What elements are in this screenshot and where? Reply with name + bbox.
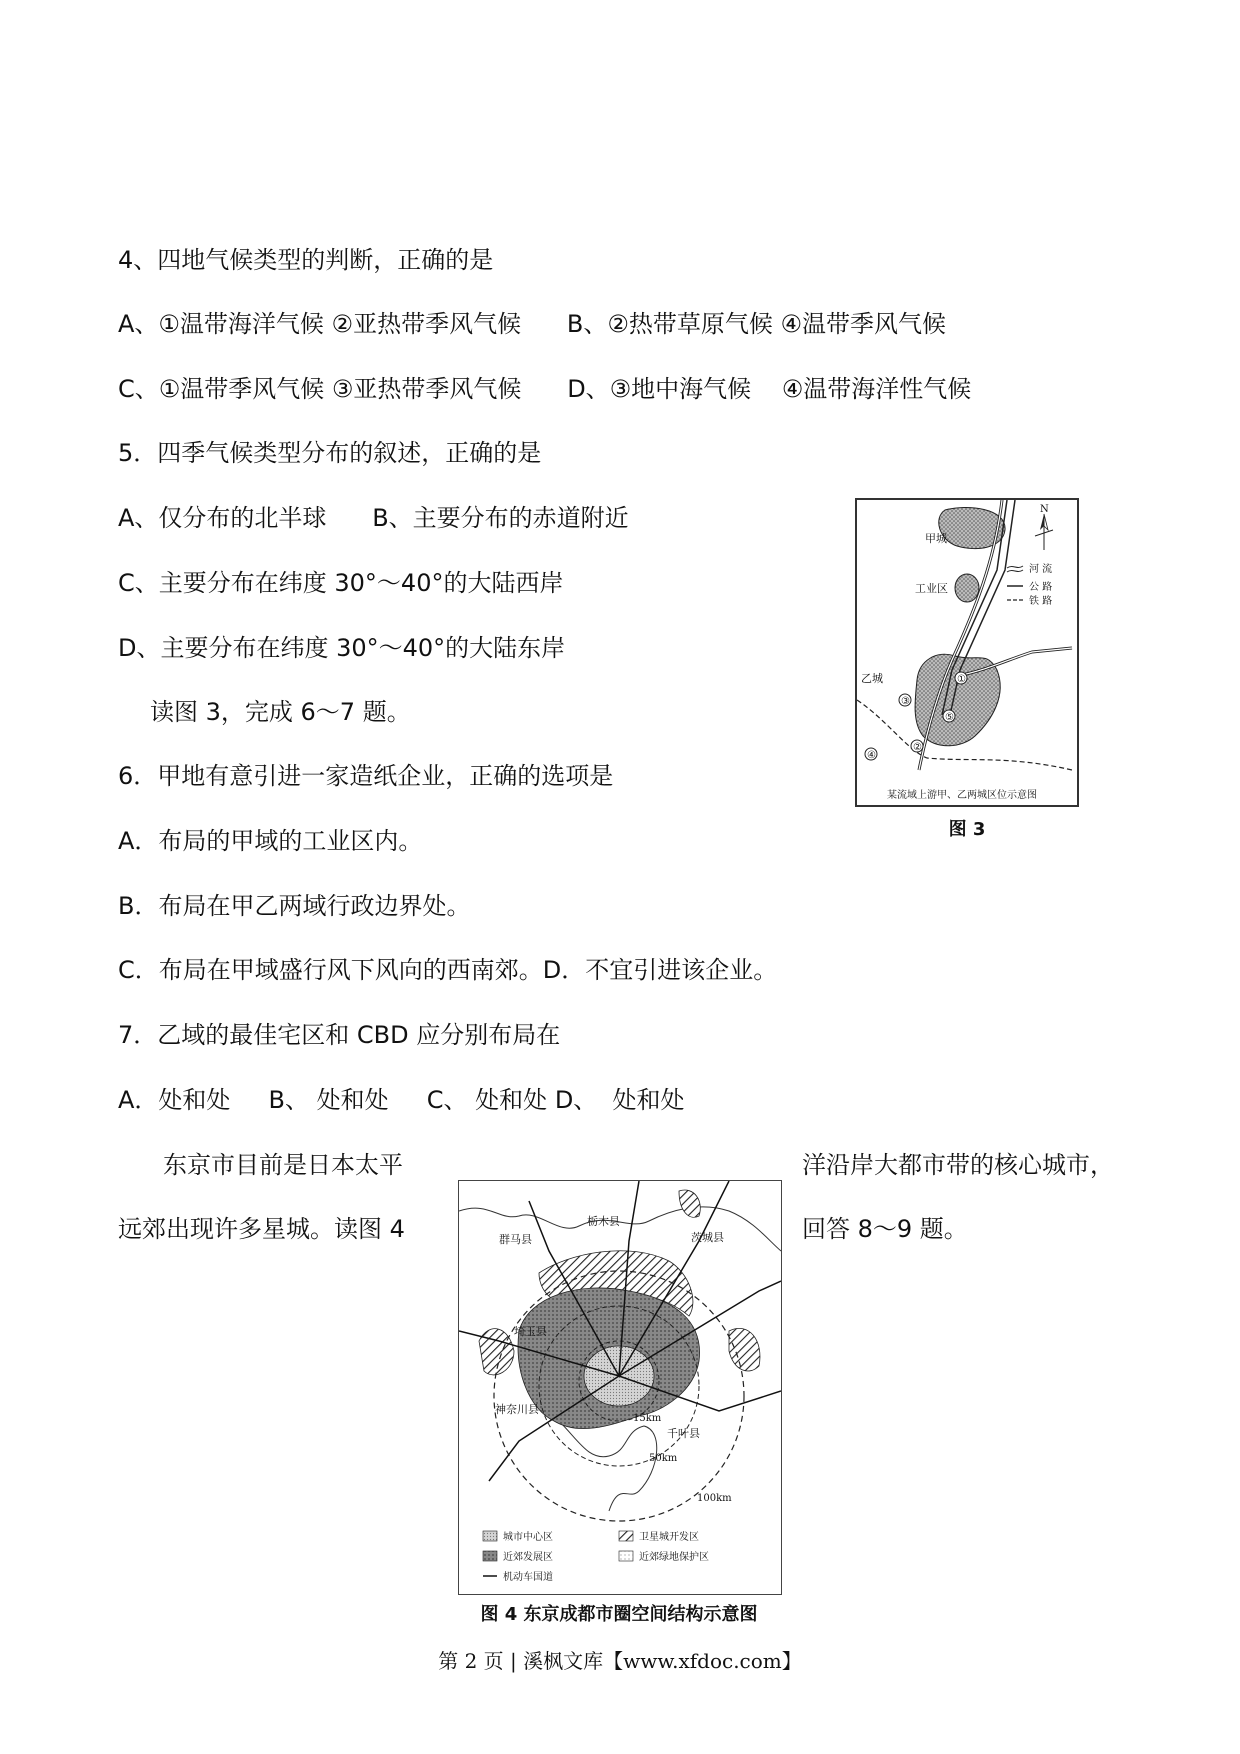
- legend-roads: 机动车国道: [503, 1572, 553, 1583]
- paragraph-left-2: 远郊出现许多星城。读图 4: [118, 1215, 405, 1243]
- q6-stem: 6．甲地有意引进一家造纸企业，正确的选项是: [118, 762, 614, 790]
- label-jia-city: 甲城: [925, 532, 947, 545]
- label-kanagawa: 神奈川县: [495, 1403, 539, 1416]
- label-50km: 50km: [649, 1453, 678, 1464]
- marker-2: ②: [913, 742, 922, 753]
- label-100km: 100km: [697, 1493, 732, 1504]
- figure-3-caption: 图 3: [948, 819, 986, 840]
- label-tochigi: 栃木县: [587, 1215, 620, 1228]
- q5-stem: 5．四季气候类型分布的叙述，正确的是: [118, 439, 542, 467]
- paragraph-right-2: 回答 8～9 题。: [802, 1215, 968, 1243]
- north-label: N: [1040, 504, 1049, 515]
- bay-coast: [559, 1421, 657, 1511]
- label-15km: 15km: [633, 1413, 662, 1424]
- q6-option-a: A．布局的甲域的工业区内。: [118, 827, 423, 855]
- q5-option-c: C、主要分布在纬度 30°～40°的大陆西岸: [118, 569, 564, 597]
- label-chiba: 千叶县: [667, 1427, 700, 1440]
- marker-4: ④: [867, 750, 876, 761]
- label-industrial: 工业区: [915, 582, 948, 595]
- figure-3-svg: [857, 500, 1077, 805]
- legend-highway: 公 路: [1029, 582, 1053, 593]
- figure-3-map: [855, 498, 1079, 807]
- q7-stem: 7．乙域的最佳宅区和 CBD 应分别布局在: [118, 1021, 561, 1049]
- q5-option-d: D、主要分布在纬度 30°～40°的大陆东岸: [118, 634, 566, 662]
- legend-railway: 铁 路: [1029, 596, 1053, 607]
- marker-1: ①: [957, 674, 966, 685]
- q6-options-cd: C．布局在甲域盛行风下风向的西南郊。D．不宜引进该企业。: [118, 956, 778, 984]
- label-gunma: 群马县: [499, 1233, 532, 1246]
- label-saitama: 埼玉县: [514, 1325, 547, 1338]
- paragraph-right-1: 洋沿岸大都市带的核心城市，: [802, 1151, 1114, 1179]
- q4-options-ab: A、①温带海洋气候 ②亚热带季风气候 B、②热带草原气候 ④温带季风气候: [118, 310, 946, 338]
- q6-option-b: B．布局在甲乙两域行政边界处。: [118, 892, 471, 920]
- label-ibaraki: 茨城县: [691, 1231, 724, 1244]
- fig3-legend: [1007, 562, 1052, 607]
- fig4-legend: [483, 1530, 709, 1583]
- satellite-zone-ne: [679, 1190, 700, 1217]
- legend-greenbelt: 近郊绿地保护区: [639, 1552, 709, 1563]
- label-yi-city: 乙城: [861, 672, 883, 685]
- satellite-zone-west: [479, 1329, 514, 1375]
- q5-options-ab: A、仅分布的北半球 B、主要分布的赤道附近: [118, 504, 629, 532]
- marker-5: ⑤: [945, 712, 954, 723]
- figure-4-map: [458, 1180, 782, 1595]
- marker-3: ③: [901, 696, 910, 707]
- legend-river: 河 流: [1029, 564, 1053, 575]
- q4-stem: 4、四地气候类型的判断，正确的是: [118, 246, 494, 274]
- figure-4-svg: [459, 1181, 781, 1594]
- q4-options-cd: C、①温带季风气候 ③亚热带季风气候 D、③地中海气候 ④温带海洋性气候: [118, 375, 972, 403]
- q7-options: A．处和处 B、 处和处 C、 处和处 D、 处和处: [118, 1086, 685, 1114]
- legend-suburban: 近郊发展区: [503, 1552, 553, 1563]
- page-footer: 第 2 页 | 溪枫文库【www.xfdoc.com】: [438, 1649, 802, 1673]
- figure-4-caption: 图 4 东京成都市圈空间结构示意图: [480, 1604, 758, 1625]
- paragraph-left-1: 东京市目前是日本太平: [163, 1151, 403, 1179]
- satellite-zone-east: [729, 1328, 760, 1371]
- legend-center: 城市中心区: [503, 1532, 553, 1543]
- industrial-area: [955, 574, 979, 602]
- fig3-subtitle: 某流域上游甲、乙两城区位示意图: [887, 790, 1037, 801]
- north-arrow-icon: [1035, 514, 1053, 550]
- legend-satellite: 卫星城开发区: [639, 1532, 699, 1543]
- read-figure3-instruction: 读图 3，完成 6～7 题。: [150, 698, 411, 726]
